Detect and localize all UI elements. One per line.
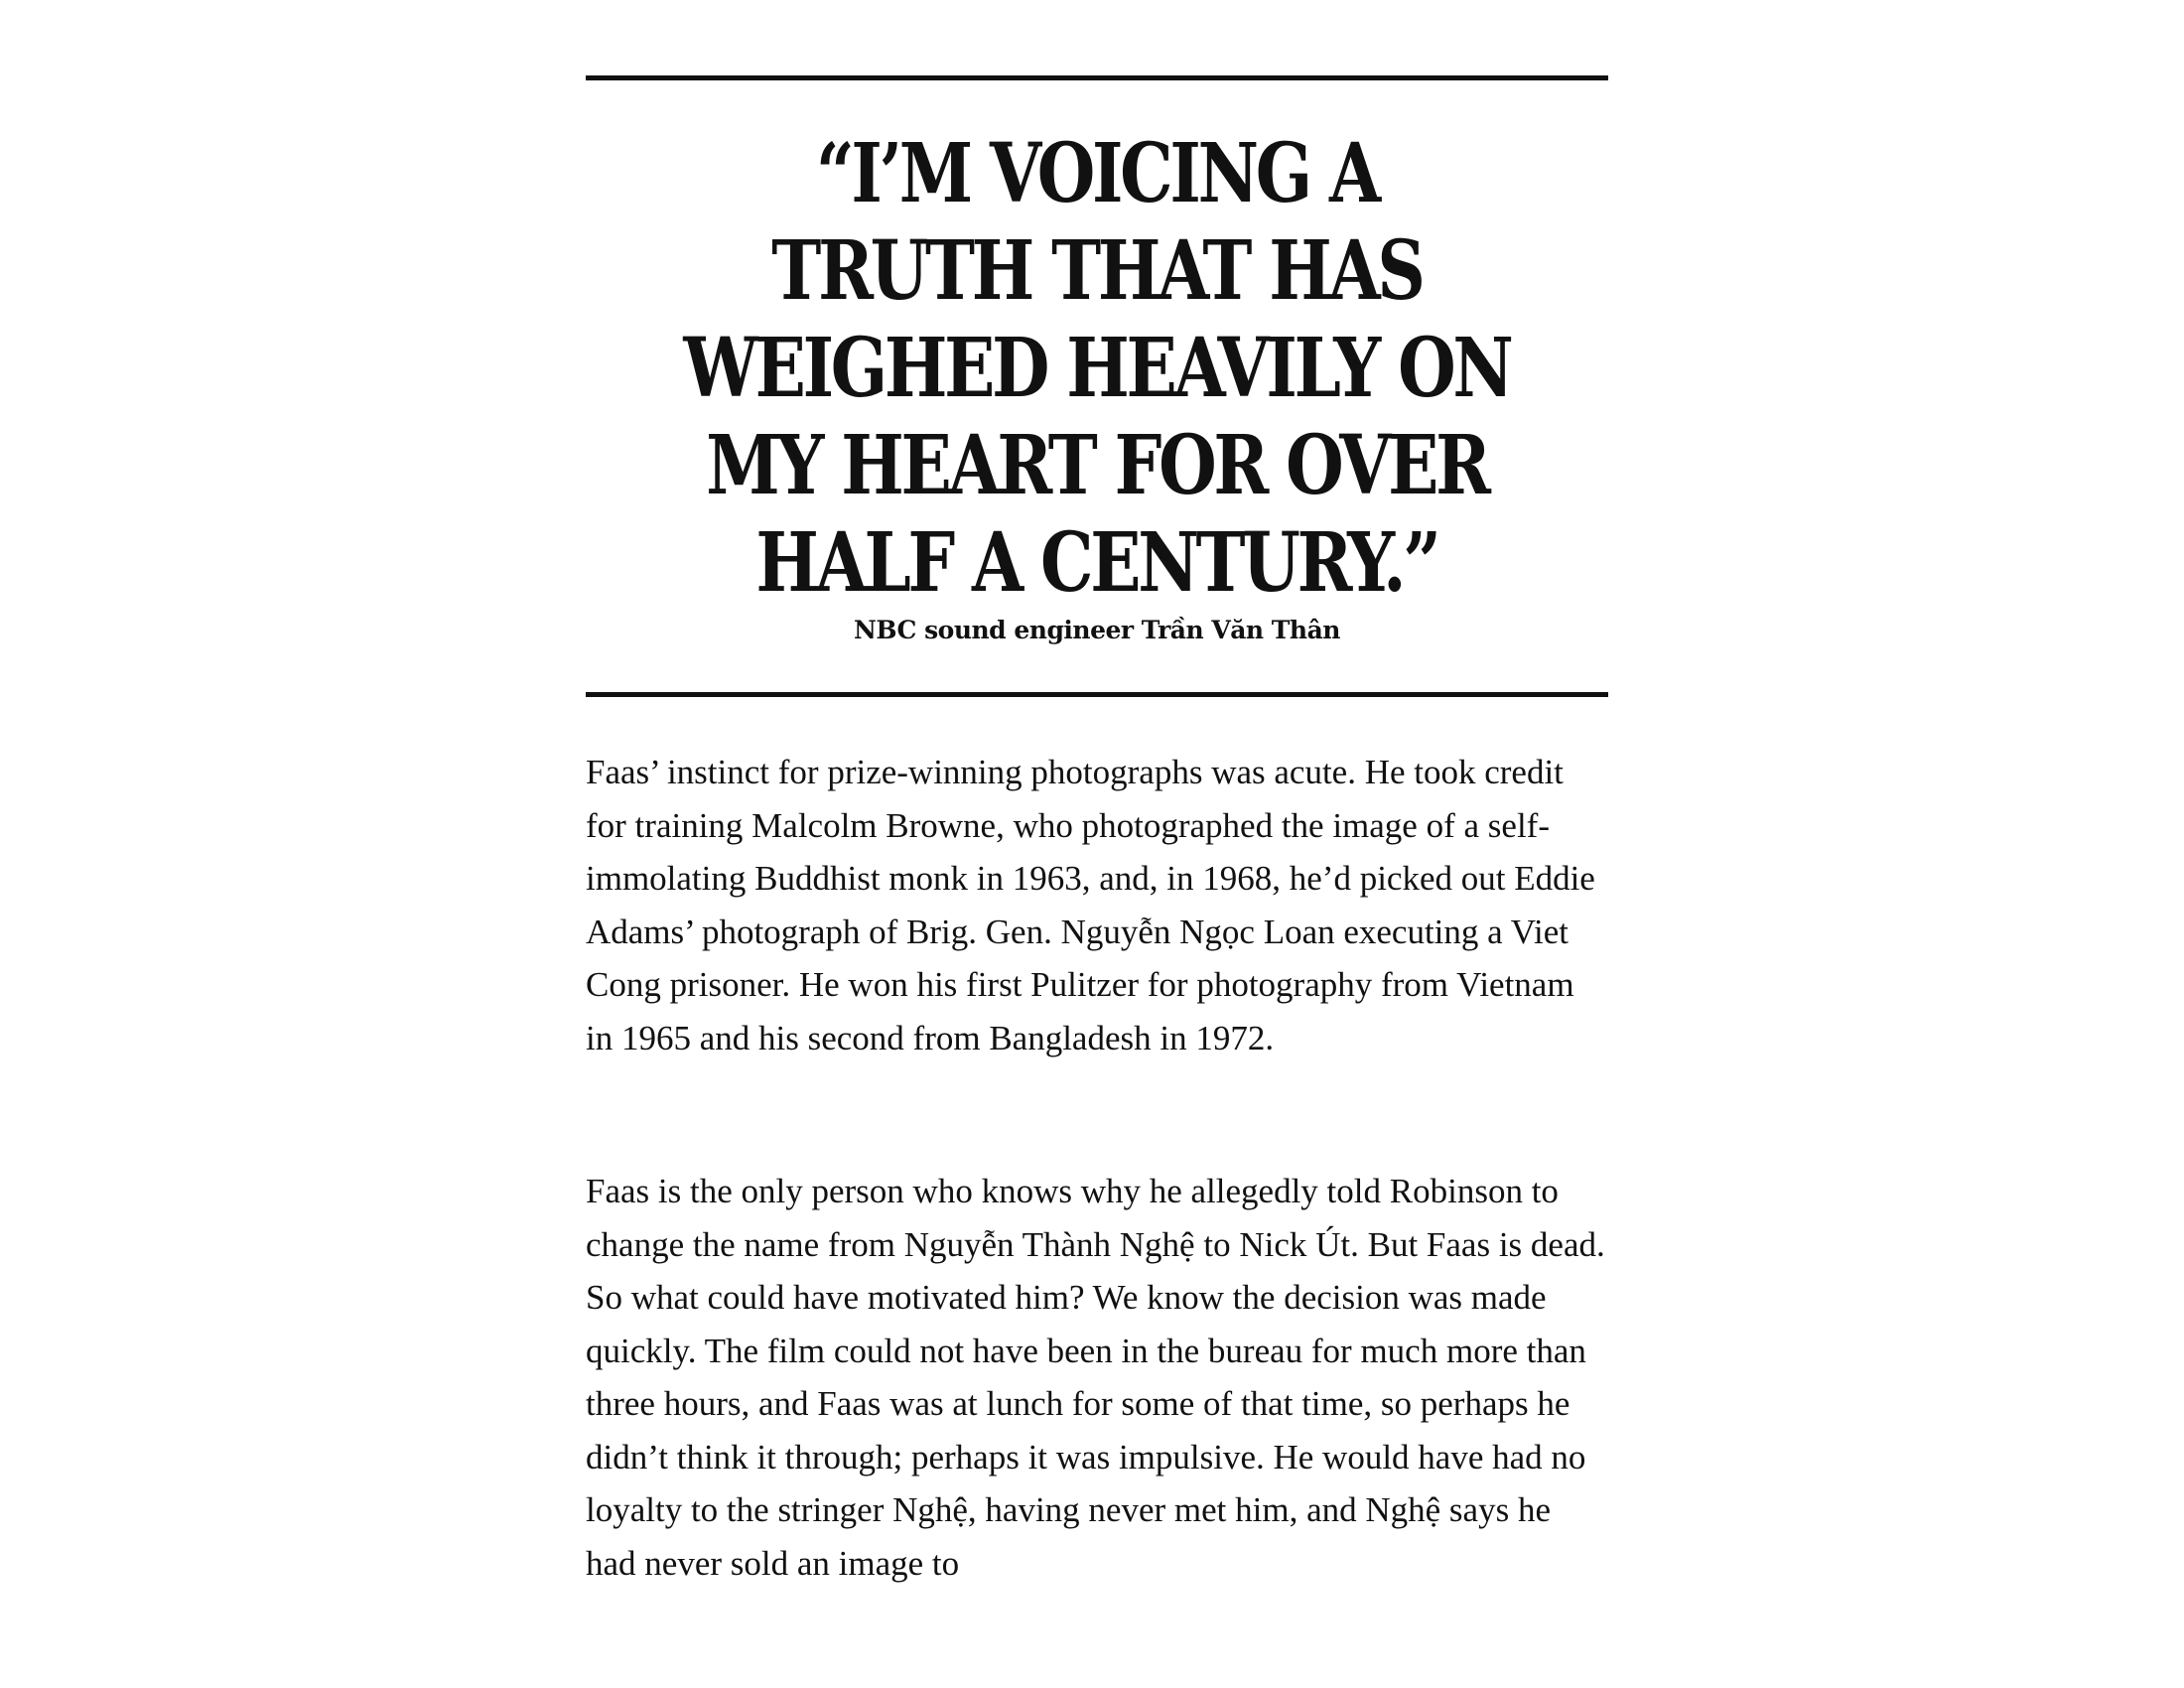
body-paragraph-1: Faas’ instinct for prize-winning photographs was acute. He took credit for training Malcolm Browne, who photographed the image of a self-immolating Buddhist monk in 1963, and, in 1968, he’d picked out Eddie Adams’ photograph of Brig. Gen. Nguyễn Ngọc Loan executing a Viet Cong prisoner. He won his first Pulitzer for photography from Vietnam in 1965 and his second from Bangladesh in 1972. xyxy=(586,753,1595,1057)
bottom-divider xyxy=(586,692,1608,697)
top-divider xyxy=(586,75,1608,80)
pull-quote-attribution: NBC sound engineer Trần Văn Thân xyxy=(854,616,1340,644)
pull-quote: “I’M VOICING A TRUTH THAT HAS WEIGHED HEAVILY ON MY HEART FOR OVER HALF A CENTURY.” xyxy=(683,126,1511,611)
body-paragraph-2: Faas is the only person who knows why he allegedly told Robinson to change the name from Nguyễn Thành Nghệ to Nick Út. But Faas is dead. So what could have motivated him? We know the decision was made quickly. The film could not have been in the bureau for much more than three hours, and Faas was at lunch for some of that time, so perhaps he didn’t think it through; perhaps it was impulsive. He would have had no loyalty to the stringer Nghệ, having never met him, and Nghệ says he had never sold an image to xyxy=(586,1172,1605,1583)
